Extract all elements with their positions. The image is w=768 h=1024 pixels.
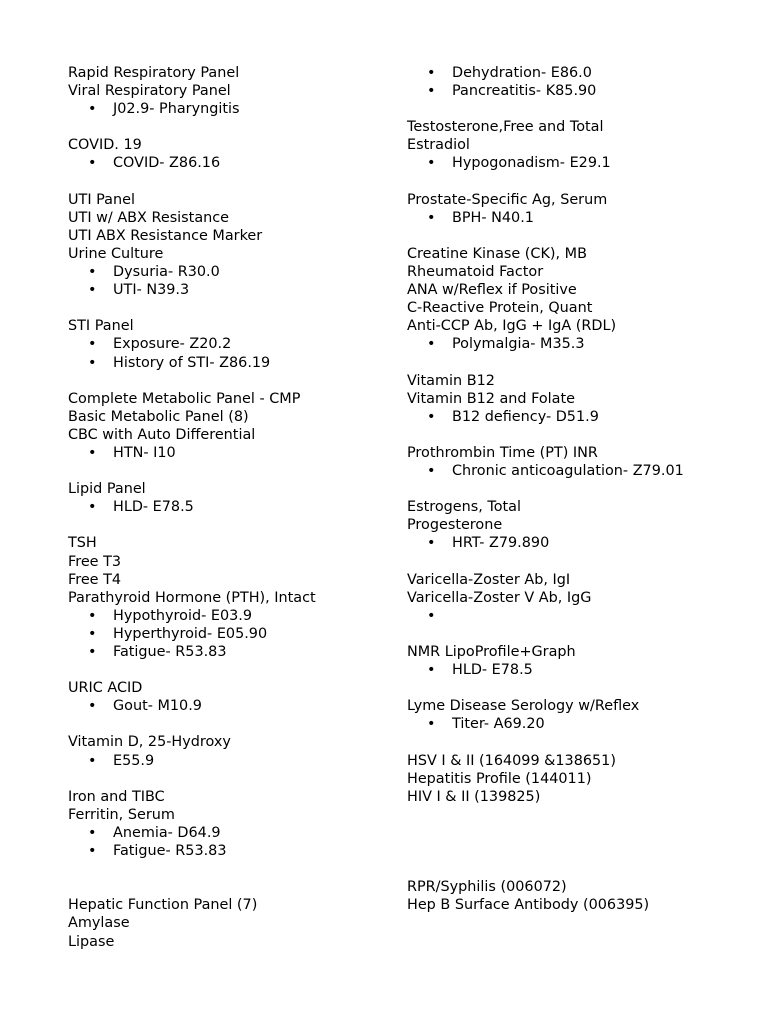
blank-line: [68, 118, 388, 136]
lab-test-name: Rapid Respiratory Panel: [68, 65, 240, 81]
lab-test-name: Hepatic Function Panel (7): [68, 897, 258, 914]
diagnosis-code-bullet: • Dysuria- R30.0: [68, 263, 388, 281]
blank-line: [407, 354, 747, 372]
blank-line: [407, 480, 747, 498]
lab-test-name: ANA w/Reflex if Positive: [407, 282, 577, 299]
diagnosis-code-bullet: • Hypothyroid- E03.9: [68, 607, 388, 625]
lab-test-name: Estradiol: [407, 137, 470, 154]
blank-line: [407, 553, 747, 571]
blank-line: [407, 100, 747, 118]
diagnosis-code-bullet: • Chronic anticoagulation- Z79.01: [407, 462, 747, 480]
diagnosis-code-bullet: • Hyperthyroid- E05.90: [68, 625, 388, 643]
blank-line: [68, 661, 388, 679]
diagnosis-code-bullet: • HRT- Z79.890: [407, 534, 747, 552]
diagnosis-code-bullet: • Gout- M10.9: [68, 697, 388, 715]
lab-test-name: HSV I & II (164099 &138651): [407, 752, 616, 769]
diagnosis-code-bullet: • Fatigue- R53.83: [68, 643, 388, 661]
blank-line: [407, 860, 747, 878]
lab-test-name: Free T4: [68, 571, 122, 588]
lab-test-name: Iron and TIBC: [68, 788, 165, 805]
lab-test-name: Anti-CCP Ab, IgG + IgA (RDL): [407, 318, 617, 335]
blank-line: [407, 625, 747, 643]
lab-test-name: Urine Culture: [68, 245, 164, 262]
diagnosis-code-bullet: • HLD- E78.5: [68, 498, 388, 516]
blank-line: [407, 824, 747, 842]
lab-test-name: Varicella-Zoster Ab, IgI: [407, 571, 571, 588]
diagnosis-code-bullet: • Hypogonadism- E29.1: [407, 154, 747, 172]
diagnosis-code-bullet: • HTN- I10: [68, 444, 388, 462]
diagnosis-code-bullet: • E55.9: [68, 752, 388, 770]
blank-line: [68, 372, 388, 390]
diagnosis-code-bullet: • BPH- N40.1: [407, 209, 747, 227]
lab-test-name: Vitamin B12 and Folate: [407, 390, 575, 407]
blank-line: [68, 860, 388, 878]
lab-test-name: Hepatitis Profile (144011): [407, 770, 592, 787]
lab-test-name: Amylase: [68, 915, 130, 932]
lab-test-name: Prostate-Specific Ag, Serum: [407, 191, 608, 208]
diagnosis-code-bullet: • COVID- Z86.16: [68, 154, 388, 172]
blank-line: [407, 173, 747, 191]
blank-line: [68, 770, 388, 788]
lab-test-name: Testosterone,Free and Total: [407, 119, 604, 136]
lab-test-name: Viral Respiratory Panel: [68, 83, 231, 100]
lab-test-name: Complete Metabolic Panel - CMP: [68, 390, 301, 407]
lab-test-name: Creatine Kinase (CK), MB: [407, 245, 587, 262]
lab-test-name: Rheumatoid Factor: [407, 264, 544, 281]
lab-test-name: Prothrombin Time (PT) INR: [407, 444, 598, 461]
blank-line: [68, 462, 388, 480]
lab-test-name: Lipid Panel: [68, 481, 146, 498]
lab-test-name: Parathyroid Hormone (PTH), Intact: [68, 589, 316, 606]
blank-line: [407, 842, 747, 860]
diagnosis-code-bullet: • Dehydration- E86.0: [407, 64, 747, 82]
diagnosis-code-bullet: • UTI- N39.3: [68, 281, 388, 299]
lab-test-name: UTI w/ ABX Resistance: [68, 209, 230, 226]
lab-test-name: UTI Panel: [68, 191, 135, 208]
diagnosis-code-bullet: [407, 607, 747, 625]
lab-test-name: NMR LipoProfile+Graph: [407, 644, 576, 660]
lab-test-name: HIV I & II (139825): [407, 788, 541, 805]
lab-test-name: Free T3: [68, 553, 122, 570]
lab-test-name: TSH: [68, 535, 97, 552]
lab-test-name: Estrogens, Total: [407, 499, 521, 516]
lab-test-name: Progesterone: [407, 517, 503, 534]
lab-test-name: URIC ACID: [68, 680, 143, 697]
lab-test-name: Lyme Disease Serology w/Reflex: [407, 698, 640, 715]
lab-test-name: Vitamin B12: [407, 372, 495, 389]
lab-test-name: Basic Metabolic Panel (8): [68, 408, 249, 425]
diagnosis-code-bullet: • Exposure- Z20.2: [68, 335, 388, 353]
diagnosis-code-bullet: • Titer- A69.20: [407, 715, 747, 733]
blank-line: [68, 173, 388, 191]
lab-test-name: C-Reactive Protein, Quant: [407, 300, 593, 317]
lab-test-name: UTI ABX Resistance Marker: [68, 227, 263, 244]
lab-test-name: CBC with Auto Differential: [68, 426, 256, 443]
lab-test-name: COVID. 19: [68, 137, 142, 154]
blank-line: [407, 733, 747, 751]
lab-test-name: RPR/Syphilis (006072): [407, 879, 567, 896]
right-column: [407, 64, 747, 914]
diagnosis-code-bullet: • Anemia- D64.9: [68, 824, 388, 842]
blank-line: [407, 679, 747, 697]
blank-line: [68, 878, 388, 896]
lab-test-name: Ferritin, Serum: [68, 806, 175, 823]
diagnosis-code-bullet: • History of STI- Z86.19: [68, 354, 388, 372]
diagnosis-code-bullet: • B12 defiency- D51.9: [407, 408, 747, 426]
left-column: [68, 64, 388, 951]
blank-line: [68, 516, 388, 534]
diagnosis-code-bullet: • HLD- E78.5: [407, 661, 747, 679]
blank-line: [407, 806, 747, 824]
diagnosis-code-bullet: • Fatigue- R53.83: [68, 842, 388, 860]
diagnosis-code-bullet: • Polymalgia- M35.3: [407, 335, 747, 353]
lab-test-name: Lipase: [68, 933, 115, 950]
diagnosis-code-bullet: • J02.9- Pharyngitis: [68, 100, 388, 118]
blank-line: [68, 299, 388, 317]
lab-test-name: Vitamin D, 25-Hydroxy: [68, 734, 231, 751]
blank-line: [407, 227, 747, 245]
blank-line: [68, 715, 388, 733]
lab-test-name: STI Panel: [68, 318, 134, 335]
lab-test-name: Varicella-Zoster V Ab, IgG: [407, 589, 592, 606]
lab-test-name: Hep B Surface Antibody (006395): [407, 897, 650, 914]
diagnosis-code-bullet: • Pancreatitis- K85.90: [407, 82, 747, 100]
blank-line: [407, 426, 747, 444]
